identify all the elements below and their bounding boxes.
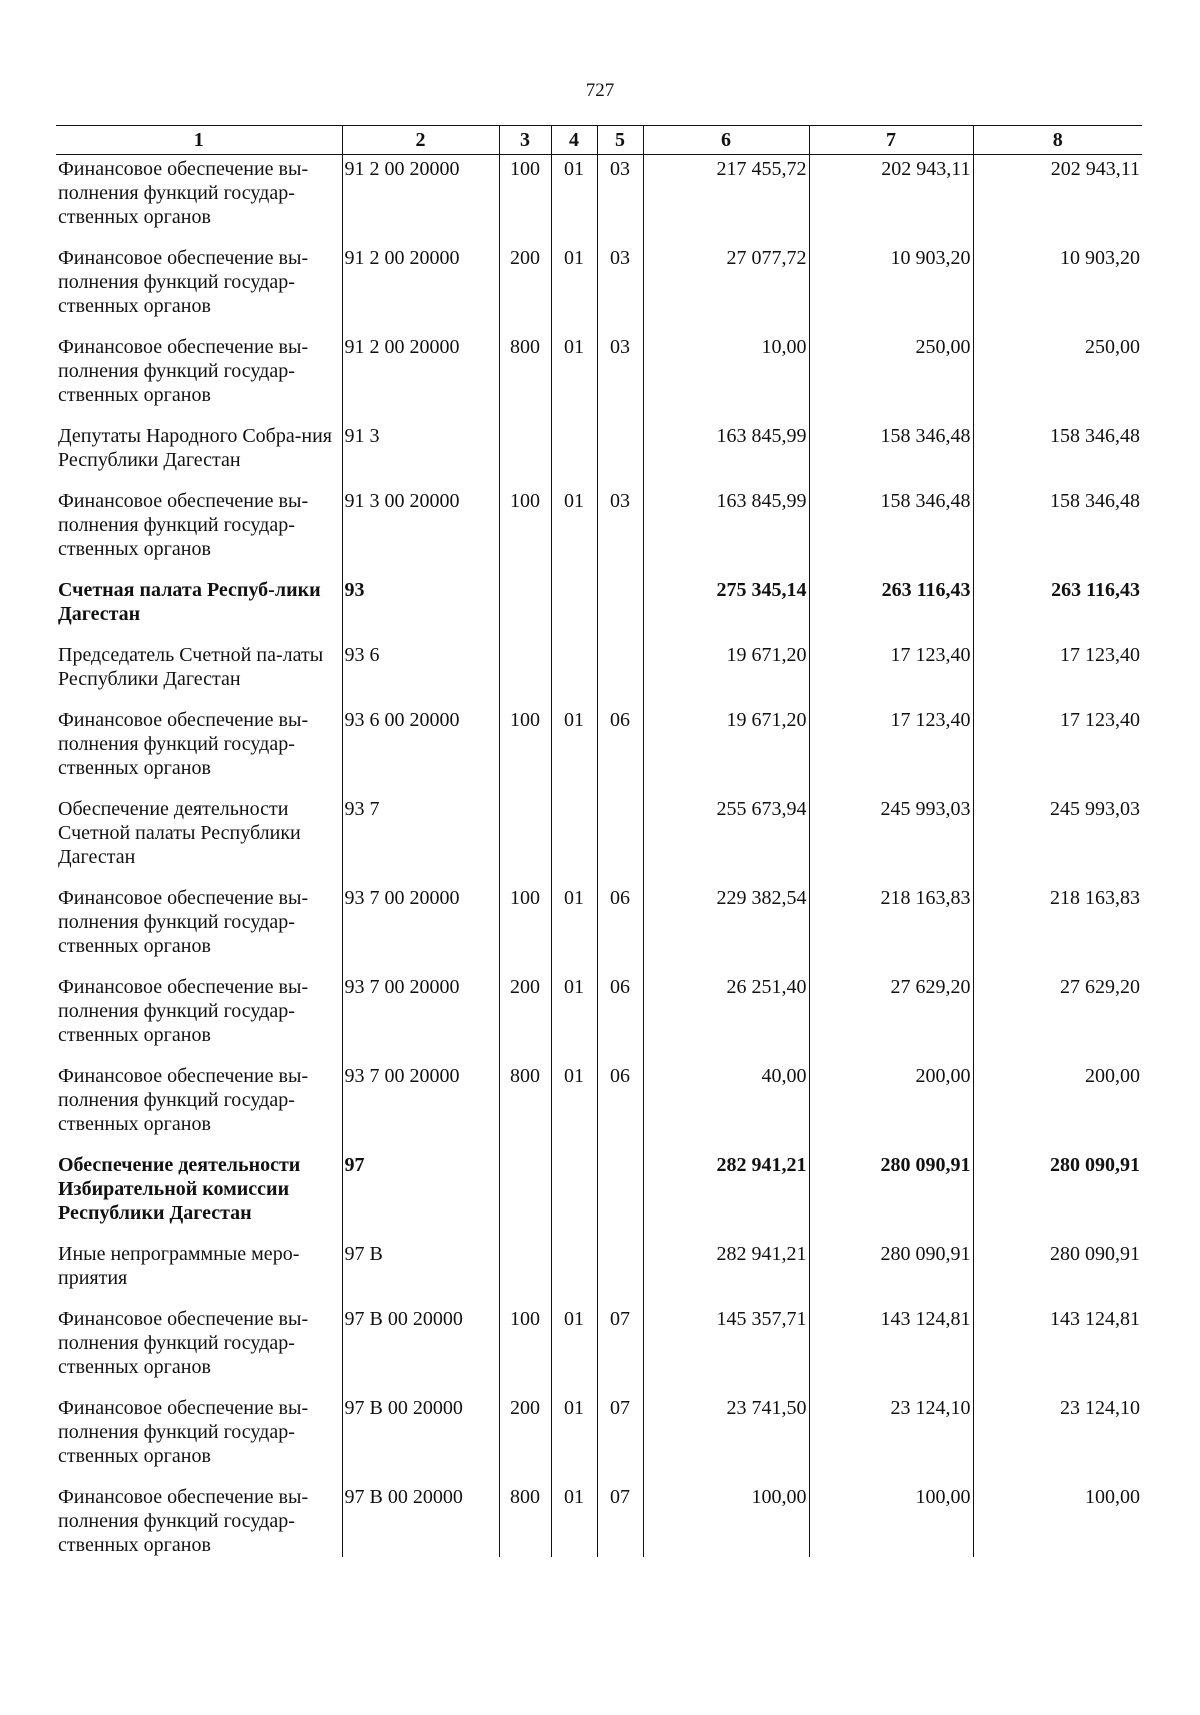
row-col4-cell bbox=[551, 641, 597, 706]
row-col3-cell: 200 bbox=[499, 244, 551, 333]
column-header-1: 1 bbox=[56, 126, 342, 155]
row-code-cell: 91 2 00 20000 bbox=[342, 244, 499, 333]
row-col3-cell: 800 bbox=[499, 333, 551, 422]
page-number: 727 bbox=[585, 80, 615, 101]
row-value8-cell: 250,00 bbox=[973, 333, 1142, 422]
row-col5-cell: 06 bbox=[597, 706, 643, 795]
column-header-3: 3 bbox=[499, 126, 551, 155]
table-row bbox=[56, 487, 1142, 576]
row-name-cell: Финансовое обеспечение вы-полнения функций государ-ственных органов bbox=[58, 1065, 309, 1135]
row-value8-cell: 143 124,81 bbox=[973, 1305, 1142, 1394]
row-col5-cell bbox=[597, 641, 643, 706]
row-col5-cell: 06 bbox=[597, 973, 643, 1062]
row-value8-cell: 100,00 bbox=[973, 1483, 1142, 1557]
row-name-cell: Иные непрограммные меро-приятия bbox=[58, 1243, 300, 1289]
row-name-cell: Финансовое обеспечение вы-полнения функций государ-ственных органов bbox=[58, 336, 309, 406]
row-value6-cell: 275 345,14 bbox=[643, 576, 809, 641]
row-code-cell: 93 bbox=[342, 576, 499, 641]
row-col3-cell: 100 bbox=[499, 706, 551, 795]
row-code-cell: 97 В 00 20000 bbox=[342, 1394, 499, 1483]
row-col3-cell bbox=[499, 576, 551, 641]
row-col3-cell: 100 bbox=[499, 1305, 551, 1394]
row-col4-cell: 01 bbox=[551, 487, 597, 576]
row-value6-cell: 229 382,54 bbox=[643, 884, 809, 973]
column-header-5: 5 bbox=[597, 126, 643, 155]
row-value7-cell: 202 943,11 bbox=[809, 155, 973, 245]
row-col4-cell bbox=[551, 576, 597, 641]
row-name-cell: Депутаты Народного Собра-ния Республики Дагестан bbox=[58, 425, 332, 471]
row-col4-cell: 01 bbox=[551, 884, 597, 973]
column-header-8: 8 bbox=[973, 126, 1142, 155]
row-value7-cell: 100,00 bbox=[809, 1483, 973, 1557]
row-name-cell: Финансовое обеспечение вы-полнения функций государ-ственных органов bbox=[58, 1486, 309, 1556]
row-col4-cell bbox=[551, 795, 597, 884]
row-col4-cell bbox=[551, 1151, 597, 1240]
table-row bbox=[56, 973, 1142, 1062]
row-value6-cell: 163 845,99 bbox=[643, 422, 809, 487]
table-row bbox=[56, 1240, 1142, 1305]
row-value6-cell: 19 671,20 bbox=[643, 641, 809, 706]
row-value8-cell: 10 903,20 bbox=[973, 244, 1142, 333]
row-code-cell: 91 2 00 20000 bbox=[342, 333, 499, 422]
row-value8-cell: 158 346,48 bbox=[973, 422, 1142, 487]
header-row bbox=[56, 126, 1142, 155]
row-name-cell: Финансовое обеспечение вы-полнения функций государ-ственных органов bbox=[58, 247, 309, 317]
table-row bbox=[56, 641, 1142, 706]
row-name-cell: Обеспечение деятельности Счетной палаты Республики Дагестан bbox=[58, 798, 301, 868]
row-col4-cell: 01 bbox=[551, 1394, 597, 1483]
table-row bbox=[56, 576, 1142, 641]
row-code-cell: 93 6 00 20000 bbox=[342, 706, 499, 795]
row-value7-cell: 17 123,40 bbox=[809, 706, 973, 795]
row-code-cell: 93 7 bbox=[342, 795, 499, 884]
row-value8-cell: 158 346,48 bbox=[973, 487, 1142, 576]
column-header-2: 2 bbox=[342, 126, 499, 155]
row-col5-cell: 03 bbox=[597, 487, 643, 576]
table-body bbox=[56, 155, 1142, 1558]
row-value7-cell: 143 124,81 bbox=[809, 1305, 973, 1394]
row-value8-cell: 27 629,20 bbox=[973, 973, 1142, 1062]
row-col3-cell: 200 bbox=[499, 973, 551, 1062]
table-row bbox=[56, 1394, 1142, 1483]
row-name-cell: Финансовое обеспечение вы-полнения функций государ-ственных органов bbox=[58, 1308, 309, 1378]
row-col4-cell: 01 bbox=[551, 1483, 597, 1557]
row-col5-cell: 03 bbox=[597, 333, 643, 422]
row-code-cell: 97 В 00 20000 bbox=[342, 1483, 499, 1557]
row-value6-cell: 40,00 bbox=[643, 1062, 809, 1151]
row-value8-cell: 218 163,83 bbox=[973, 884, 1142, 973]
row-col3-cell bbox=[499, 1151, 551, 1240]
row-value7-cell: 17 123,40 bbox=[809, 641, 973, 706]
row-code-cell: 91 2 00 20000 bbox=[342, 155, 499, 245]
row-col3-cell: 200 bbox=[499, 1394, 551, 1483]
row-name-cell: Финансовое обеспечение вы-полнения функций государ-ственных органов bbox=[58, 887, 309, 957]
row-col4-cell: 01 bbox=[551, 1062, 597, 1151]
row-col5-cell bbox=[597, 1151, 643, 1240]
row-value7-cell: 263 116,43 bbox=[809, 576, 973, 641]
table-row bbox=[56, 1151, 1142, 1240]
row-col3-cell: 100 bbox=[499, 487, 551, 576]
row-value7-cell: 158 346,48 bbox=[809, 422, 973, 487]
row-col3-cell bbox=[499, 422, 551, 487]
row-col3-cell bbox=[499, 641, 551, 706]
column-header-4: 4 bbox=[551, 126, 597, 155]
row-code-cell: 93 7 00 20000 bbox=[342, 973, 499, 1062]
row-name-cell: Финансовое обеспечение вы-полнения функций государ-ственных органов bbox=[58, 709, 309, 779]
row-value7-cell: 250,00 bbox=[809, 333, 973, 422]
row-col4-cell: 01 bbox=[551, 1305, 597, 1394]
row-col3-cell bbox=[499, 795, 551, 884]
row-col4-cell bbox=[551, 422, 597, 487]
row-code-cell: 91 3 bbox=[342, 422, 499, 487]
row-col4-cell: 01 bbox=[551, 706, 597, 795]
row-col3-cell bbox=[499, 1240, 551, 1305]
row-code-cell: 97 bbox=[342, 1151, 499, 1240]
row-name-cell: Финансовое обеспечение вы-полнения функций государ-ственных органов bbox=[58, 976, 309, 1046]
row-value7-cell: 218 163,83 bbox=[809, 884, 973, 973]
row-value8-cell: 17 123,40 bbox=[973, 706, 1142, 795]
row-col3-cell: 100 bbox=[499, 884, 551, 973]
row-value6-cell: 19 671,20 bbox=[643, 706, 809, 795]
row-col4-cell: 01 bbox=[551, 973, 597, 1062]
row-code-cell: 97 В bbox=[342, 1240, 499, 1305]
row-code-cell: 93 6 bbox=[342, 641, 499, 706]
row-value8-cell: 280 090,91 bbox=[973, 1240, 1142, 1305]
row-value6-cell: 255 673,94 bbox=[643, 795, 809, 884]
row-name-cell: Финансовое обеспечение вы-полнения функций государ-ственных органов bbox=[58, 1397, 309, 1467]
row-col3-cell: 800 bbox=[499, 1062, 551, 1151]
row-col5-cell: 06 bbox=[597, 884, 643, 973]
row-value6-cell: 217 455,72 bbox=[643, 155, 809, 245]
table-row bbox=[56, 1483, 1142, 1557]
table-row bbox=[56, 155, 1142, 245]
row-value6-cell: 100,00 bbox=[643, 1483, 809, 1557]
row-value6-cell: 23 741,50 bbox=[643, 1394, 809, 1483]
row-value6-cell: 145 357,71 bbox=[643, 1305, 809, 1394]
row-col4-cell: 01 bbox=[551, 244, 597, 333]
row-value6-cell: 10,00 bbox=[643, 333, 809, 422]
row-code-cell: 97 В 00 20000 bbox=[342, 1305, 499, 1394]
row-col4-cell bbox=[551, 1240, 597, 1305]
row-name-cell: Финансовое обеспечение вы-полнения функций государ-ственных органов bbox=[58, 490, 309, 560]
row-value6-cell: 282 941,21 bbox=[643, 1240, 809, 1305]
row-value8-cell: 23 124,10 bbox=[973, 1394, 1142, 1483]
row-value7-cell: 10 903,20 bbox=[809, 244, 973, 333]
row-value7-cell: 23 124,10 bbox=[809, 1394, 973, 1483]
row-col5-cell: 07 bbox=[597, 1483, 643, 1557]
row-value6-cell: 27 077,72 bbox=[643, 244, 809, 333]
row-value7-cell: 280 090,91 bbox=[809, 1151, 973, 1240]
table-row bbox=[56, 422, 1142, 487]
table-row bbox=[56, 795, 1142, 884]
row-value6-cell: 163 845,99 bbox=[643, 487, 809, 576]
row-value8-cell: 202 943,11 bbox=[973, 155, 1142, 245]
table-row bbox=[56, 884, 1142, 973]
row-col5-cell bbox=[597, 422, 643, 487]
table-row bbox=[56, 706, 1142, 795]
row-value7-cell: 27 629,20 bbox=[809, 973, 973, 1062]
table-header bbox=[56, 126, 1142, 155]
row-col3-cell: 100 bbox=[499, 155, 551, 245]
column-header-7: 7 bbox=[809, 126, 973, 155]
row-name-cell: Обеспечение деятельности Избирательной комиссии Республики Дагестан bbox=[58, 1154, 301, 1224]
row-code-cell: 93 7 00 20000 bbox=[342, 1062, 499, 1151]
row-col4-cell: 01 bbox=[551, 333, 597, 422]
row-value7-cell: 158 346,48 bbox=[809, 487, 973, 576]
column-header-6: 6 bbox=[643, 126, 809, 155]
row-col5-cell: 07 bbox=[597, 1394, 643, 1483]
row-value7-cell: 200,00 bbox=[809, 1062, 973, 1151]
row-value8-cell: 245 993,03 bbox=[973, 795, 1142, 884]
row-value8-cell: 280 090,91 bbox=[973, 1151, 1142, 1240]
row-name-cell: Счетная палата Респуб-лики Дагестан bbox=[58, 579, 321, 625]
row-col5-cell bbox=[597, 576, 643, 641]
row-name-cell: Финансовое обеспечение вы-полнения функций государ-ственных органов bbox=[58, 158, 309, 228]
row-value7-cell: 280 090,91 bbox=[809, 1240, 973, 1305]
row-value6-cell: 26 251,40 bbox=[643, 973, 809, 1062]
row-code-cell: 93 7 00 20000 bbox=[342, 884, 499, 973]
table-row bbox=[56, 1062, 1142, 1151]
table-row bbox=[56, 333, 1142, 422]
row-col5-cell bbox=[597, 795, 643, 884]
row-value8-cell: 200,00 bbox=[973, 1062, 1142, 1151]
row-value8-cell: 17 123,40 bbox=[973, 641, 1142, 706]
row-value6-cell: 282 941,21 bbox=[643, 1151, 809, 1240]
row-col5-cell: 03 bbox=[597, 244, 643, 333]
row-col5-cell: 03 bbox=[597, 155, 643, 245]
row-code-cell: 91 3 00 20000 bbox=[342, 487, 499, 576]
row-col5-cell: 07 bbox=[597, 1305, 643, 1394]
row-col4-cell: 01 bbox=[551, 155, 597, 245]
table-row bbox=[56, 1305, 1142, 1394]
row-value8-cell: 263 116,43 bbox=[973, 576, 1142, 641]
budget-table bbox=[56, 125, 1142, 1557]
row-col3-cell: 800 bbox=[499, 1483, 551, 1557]
row-col5-cell: 06 bbox=[597, 1062, 643, 1151]
row-name-cell: Председатель Счетной па-латы Республики Дагестан bbox=[58, 644, 324, 690]
table-row bbox=[56, 244, 1142, 333]
row-value7-cell: 245 993,03 bbox=[809, 795, 973, 884]
row-col5-cell bbox=[597, 1240, 643, 1305]
